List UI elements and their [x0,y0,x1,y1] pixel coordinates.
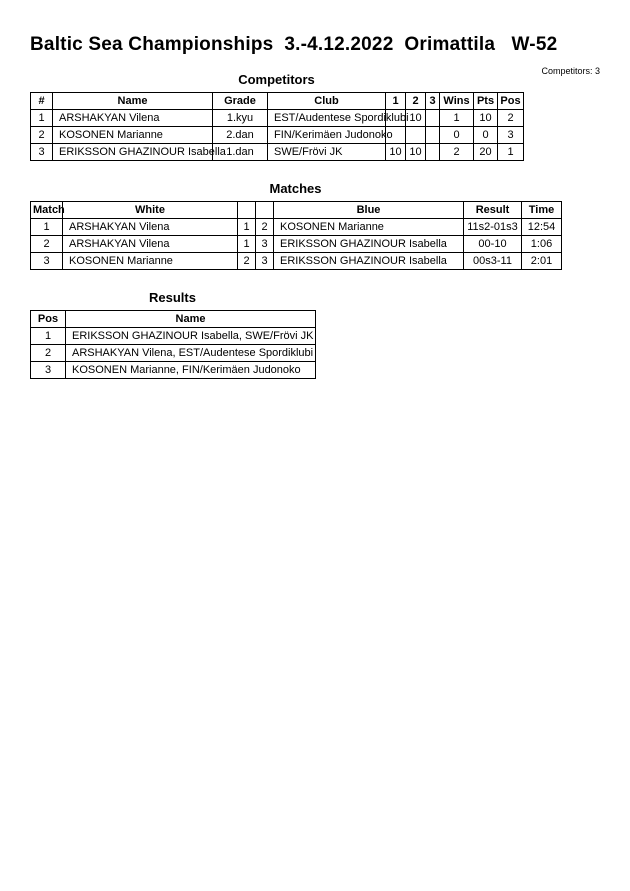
competitor-score-vs3-cell [426,144,440,161]
match-white-num-cell: 1 [238,219,256,236]
header-grade: Grade [213,93,268,110]
header-blue: Blue [274,202,464,219]
competitor-number-cell: 1 [31,110,53,127]
matches-section-title: Matches [269,181,322,196]
competitor-name-cell: ERIKSSON GHAZINOUR Isabella [53,144,213,161]
result-pos-cell: 3 [31,362,66,379]
match-white-num-cell: 2 [238,253,256,270]
competitor-row [31,110,524,127]
competitor-wins-cell: 1 [440,110,474,127]
match-time-cell: 12:54 [522,219,562,236]
match-blue-num-cell: 3 [256,236,274,253]
match-result-cell: 00s3-11 [464,253,522,270]
result-pos-cell: 2 [31,345,66,362]
header-number: # [31,93,53,110]
competitor-score-vs2-cell: 10 [406,110,426,127]
match-blue-num-cell: 3 [256,253,274,270]
match-row [31,253,562,270]
match-blue-cell: ERIKSSON GHAZINOUR Isabella [274,236,464,253]
header-pos: Pos [498,93,524,110]
competitor-club-cell: SWE/Frövi JK [268,144,386,161]
match-row [31,219,562,236]
competitor-number-cell: 3 [31,144,53,161]
result-row [31,362,316,379]
competitor-grade-cell: 1.dan [213,144,268,161]
competitor-score-vs1-cell: 10 [386,144,406,161]
match-result-cell: 11s2-01s3 [464,219,522,236]
matches-header-row [31,202,562,219]
match-number-cell: 2 [31,236,63,253]
header-pos: Pos [31,311,66,328]
result-row [31,345,316,362]
header-vs1: 1 [386,93,406,110]
competitor-wins-cell: 2 [440,144,474,161]
competitor-pos-cell: 2 [498,110,524,127]
header-pts: Pts [474,93,498,110]
competitor-club-cell: FIN/Kerimäen Judonoko [268,127,386,144]
match-blue-cell: ERIKSSON GHAZINOUR Isabella [274,253,464,270]
header-name: Name [66,311,316,328]
matches-table [30,201,562,270]
competitor-row [31,144,524,161]
results-table [30,310,316,379]
results-section [30,290,315,379]
match-row [31,236,562,253]
header-time: Time [522,202,562,219]
competitors-header-row [31,93,524,110]
competitors-section-title: Competitors [238,72,315,87]
competitor-score-vs3-cell [426,127,440,144]
competitors-section [30,72,523,161]
competitors-table [30,92,524,161]
competitor-pos-cell: 1 [498,144,524,161]
header-name: Name [53,93,213,110]
header-vs2: 2 [406,93,426,110]
match-time-cell: 2:01 [522,253,562,270]
match-time-cell: 1:06 [522,236,562,253]
results-section-title: Results [149,290,196,305]
result-pos-cell: 1 [31,328,66,345]
results-header-row [31,311,316,328]
matches-section [30,181,561,270]
competitor-row [31,127,524,144]
header-vs3: 3 [426,93,440,110]
match-white-num-cell: 1 [238,236,256,253]
match-blue-cell: KOSONEN Marianne [274,219,464,236]
page-title: Baltic Sea Championships 3.-4.12.2022 Orimattila W-52 [30,34,558,55]
competitor-pts-cell: 20 [474,144,498,161]
competitor-name-cell: KOSONEN Marianne [53,127,213,144]
result-row [31,328,316,345]
match-blue-num-cell: 2 [256,219,274,236]
competitor-pos-cell: 3 [498,127,524,144]
match-white-cell: ARSHAKYAN Vilena [63,236,238,253]
competitor-wins-cell: 0 [440,127,474,144]
header-wins: Wins [440,93,474,110]
header-white-num [238,202,256,219]
header-match: Match [31,202,63,219]
header-result: Result [464,202,522,219]
match-number-cell: 3 [31,253,63,270]
match-white-cell: ARSHAKYAN Vilena [63,219,238,236]
competitors-count-label: Competitors: 3 [541,66,600,76]
competitor-grade-cell: 1.kyu [213,110,268,127]
header-blue-num [256,202,274,219]
competitor-number-cell: 2 [31,127,53,144]
competitor-score-vs3-cell [426,110,440,127]
match-result-cell: 00-10 [464,236,522,253]
header-white: White [63,202,238,219]
result-name-cell: KOSONEN Marianne, FIN/Kerimäen Judonoko [66,362,316,379]
competitor-club-cell: EST/Audentese Spordiklubi [268,110,386,127]
competitor-score-vs2-cell [406,127,426,144]
match-white-cell: KOSONEN Marianne [63,253,238,270]
match-number-cell: 1 [31,219,63,236]
competitor-score-vs2-cell: 10 [406,144,426,161]
competitor-name-cell: ARSHAKYAN Vilena [53,110,213,127]
result-name-cell: ARSHAKYAN Vilena, EST/Audentese Spordiklubi [66,345,316,362]
competitor-grade-cell: 2.dan [213,127,268,144]
header-club: Club [268,93,386,110]
competitor-pts-cell: 0 [474,127,498,144]
result-name-cell: ERIKSSON GHAZINOUR Isabella, SWE/Frövi JK [66,328,316,345]
competitor-pts-cell: 10 [474,110,498,127]
